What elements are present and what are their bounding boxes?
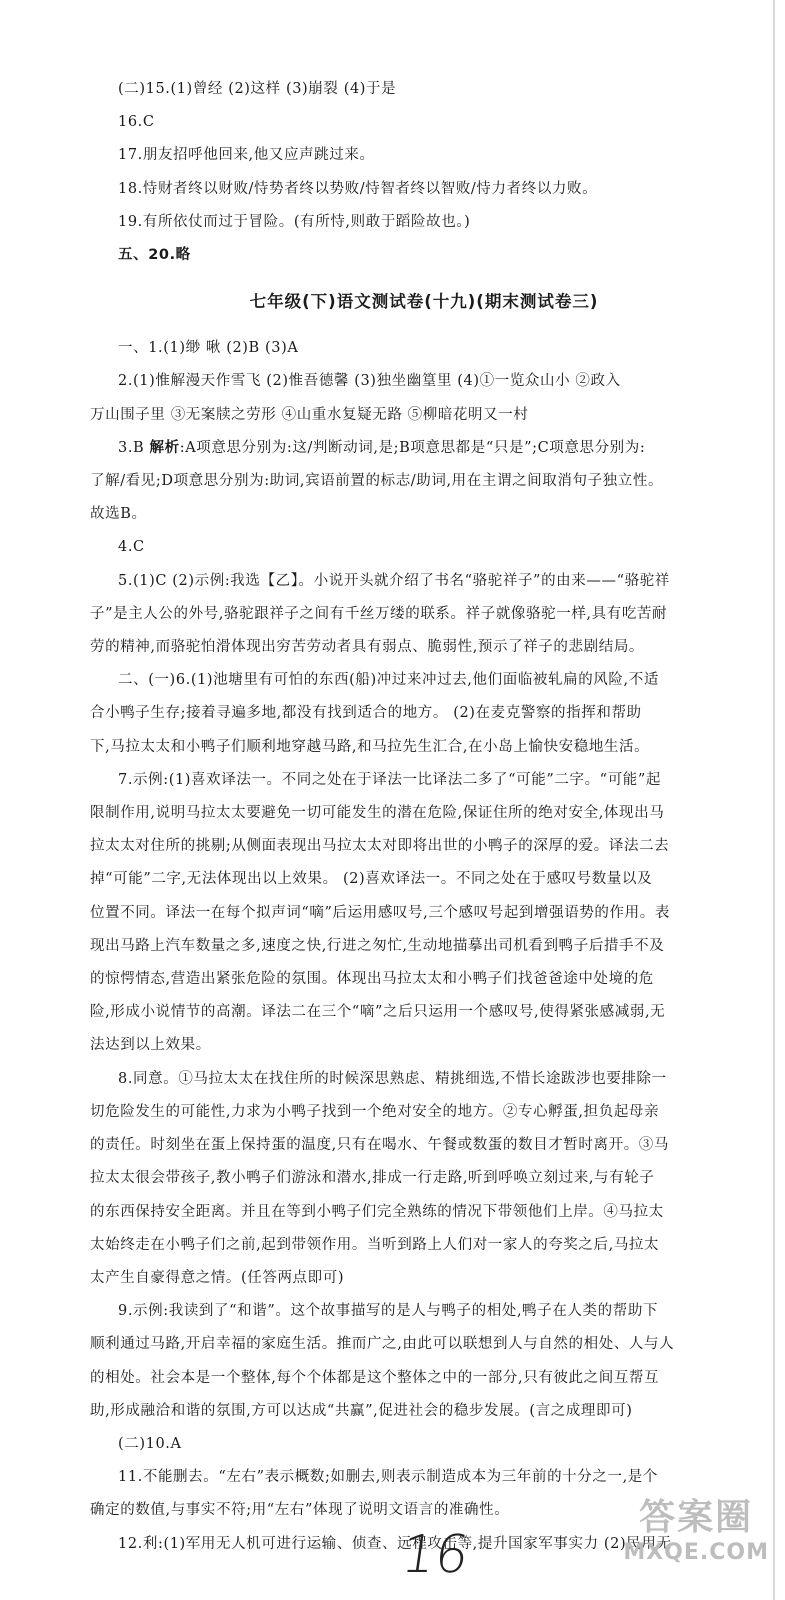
- answer-line: 拉太太对住所的挑剔;从侧面表现出马拉太太对即将出世的小鸭子的深厚的爱。译法二去: [90, 838, 670, 855]
- answer-line: 18.恃财者终以财败/恃势者终以势败/恃智者终以智败/恃力者终以力败。: [118, 180, 598, 197]
- answer-line: 4.C: [118, 539, 145, 556]
- answer-line: 五、20.略: [118, 247, 191, 264]
- answer-line: 了解/看见;D项意思分别为:助词,宾语前置的标志/助词,用在主谓之间取消句子独立性。: [90, 473, 664, 490]
- answer-line: 16.C: [118, 114, 155, 131]
- answer-line: 劳的精神,而骆驼怕滑体现出穷苦劳动者具有弱点、脆弱性,预示了祥子的悲剧结局。: [90, 639, 645, 656]
- answer-line: 法达到以上效果。: [90, 1037, 211, 1054]
- answer-line: 掉“可能”二字,无法体现出以上效果。 (2)喜欢译法一。不同之处在于感叹号数量以及: [90, 871, 653, 888]
- answer-line: 5.(1)C (2)示例:我选【乙】。小说开头就介绍了书名“骆驼祥子”的由来——“骆驼祥: [118, 572, 670, 589]
- scan-margin-line: [773, 0, 775, 1600]
- answer-line: 的责任。时刻坐在蛋上保持蛋的温度,只有在喝水、午餐或数蛋的数目才暂时离开。③马: [90, 1137, 670, 1154]
- answer-line: 太产生自豪得意之情。(任答两点即可): [90, 1269, 345, 1286]
- answer-line: 7.示例:(1)喜欢译法一。不同之处在于译法一比译法二多了“可能”二字。“可能”起: [118, 771, 662, 788]
- analysis-label: 解析: [149, 439, 180, 456]
- watermark-url: MXQE.COM: [623, 1540, 769, 1565]
- answer-line: 12.利:(1)军用无人机可进行运输、侦查、远程攻击等,提升国家军事实力 (2)民用无: [118, 1535, 672, 1552]
- watermark-logo-text: 答案圈: [639, 1497, 754, 1538]
- answer-line: 切危险发生的可能性,力求为小鸭子找到一个绝对安全的地方。②专心孵蛋,担负起母亲: [90, 1103, 660, 1120]
- answer-line: 确定的数值,与事实不符;用“左右”体现了说明文语言的准确性。: [90, 1502, 510, 1519]
- answer-line: 17.朋友招呼他回来,他又应声跳过来。: [118, 147, 375, 164]
- answer-line: 太始终走在小鸭子们之前,起到带领作用。当听到路上人们对一家人的夸奖之后,马拉太: [90, 1236, 660, 1253]
- answer-line: 助,形成融洽和谐的氛围,方可以达成“共赢”,促进社会的稳步发展。(言之成理即可): [90, 1402, 633, 1419]
- section-title: 七年级(下)语文测试卷(十九)(期末测试卷三): [249, 292, 599, 312]
- answer-line: 的惊愕情态,营造出紧张危险的氛围。体现出马拉太太和小鸭子们找爸爸途中处境的危: [90, 971, 654, 988]
- answer-line: 19.有所依仗而过于冒险。(有所恃,则敢于蹈险故也。): [118, 213, 471, 230]
- answer-line: 2.(1)惟解漫天作雪飞 (2)惟吾德馨 (3)独坐幽篁里 (4)①一览众山小 ②政入: [118, 373, 621, 390]
- answer-line: [104, 432, 744, 465]
- answer-line: 二、(一)6.(1)池塘里有可怕的东西(船)冲过来冲过去,他们面临被轧扁的风险,不适: [118, 672, 659, 689]
- site-watermark: [623, 1496, 769, 1566]
- answer-line: 的东西保持安全距离。并且在等到小鸭子们完全熟练的情况下带领他们上岸。④马拉太: [90, 1203, 664, 1220]
- answer-line: 子”是主人公的外号,骆驼跟祥子之间有千丝万缕的联系。祥子就像骆驼一样,具有吃苦耐: [90, 605, 668, 622]
- answer-text: :A项意思分别为:这/判断动词,是;B项意思都是“只是”;C项意思分别为:: [179, 439, 646, 456]
- answer-line: 一、1.(1)缈 啾 (2)B (3)A: [118, 340, 299, 357]
- answer-line: 故选B。: [90, 506, 147, 523]
- answer-line: 下,马拉太太和小鸭子们顺利地穿越马路,和马拉先生汇合,在小岛上愉快安稳地生活。: [90, 738, 650, 755]
- answer-line: 顺利通过马路,开启幸福的家庭生活。推而广之,由此可以联想到人与自然的相处、人与人: [90, 1336, 675, 1353]
- answer-line: 9.示例:我读到了“和谐”。这个故事描写的是人与鸭子的相处,鸭子在人类的帮助下: [118, 1303, 659, 1320]
- answer-text-body: [90, 73, 744, 1561]
- answer-line: 位置不同。译法一在每个拟声词“嘀”后运用感叹号,三个感叹号起到增强语势的作用。表: [90, 904, 670, 921]
- answer-line: 拉太太很会带孩子,教小鸭子们游泳和潜水,排成一行走路,听到呼唤立刻过来,与有轮子: [90, 1170, 655, 1187]
- answer-line: 万山围子里 ③无案牍之劳形 ④山重水复疑无路 ⑤柳暗花明又一村: [90, 406, 529, 423]
- answer-text: 3.B: [118, 439, 150, 456]
- answer-line: 现出马路上汽车数量之多,速度之快,行进之匆忙,生动地描摹出司机看到鸭子后措手不及: [90, 937, 665, 954]
- answer-line: 的相处。社会本是一个整体,每个个体都是这个整体之中的一部分,只有彼此之间互帮互: [90, 1369, 660, 1386]
- answer-line: 8.同意。①马拉太太在找住所的时候深思熟虑、精挑细选,不惜长途跋涉也要排除一: [118, 1070, 667, 1087]
- answer-line: (二)10.A: [118, 1435, 182, 1452]
- answer-line: 险,形成小说情节的高潮。译法二在三个“嘀”之后只运用一个感叹号,使得紧张感减弱,无: [90, 1004, 666, 1021]
- answer-line: 限制作用,说明马拉太太要避免一切可能发生的潜在危险,保证住所的绝对安全,体现出马: [90, 805, 665, 822]
- answer-line: (二)15.(1)曾经 (2)这样 (3)崩裂 (4)于是: [118, 81, 397, 97]
- answer-line: 11.不能删去。“左右”表示概数;如删去,则表示制造成本为三年前的十分之一,是个: [118, 1469, 658, 1486]
- handwritten-page-number: 16: [397, 1525, 473, 1585]
- answer-line: 合小鸭子生存;接着寻遍多地,都没有找到适合的地方。 (2)在麦克警察的指挥和帮助: [90, 705, 642, 722]
